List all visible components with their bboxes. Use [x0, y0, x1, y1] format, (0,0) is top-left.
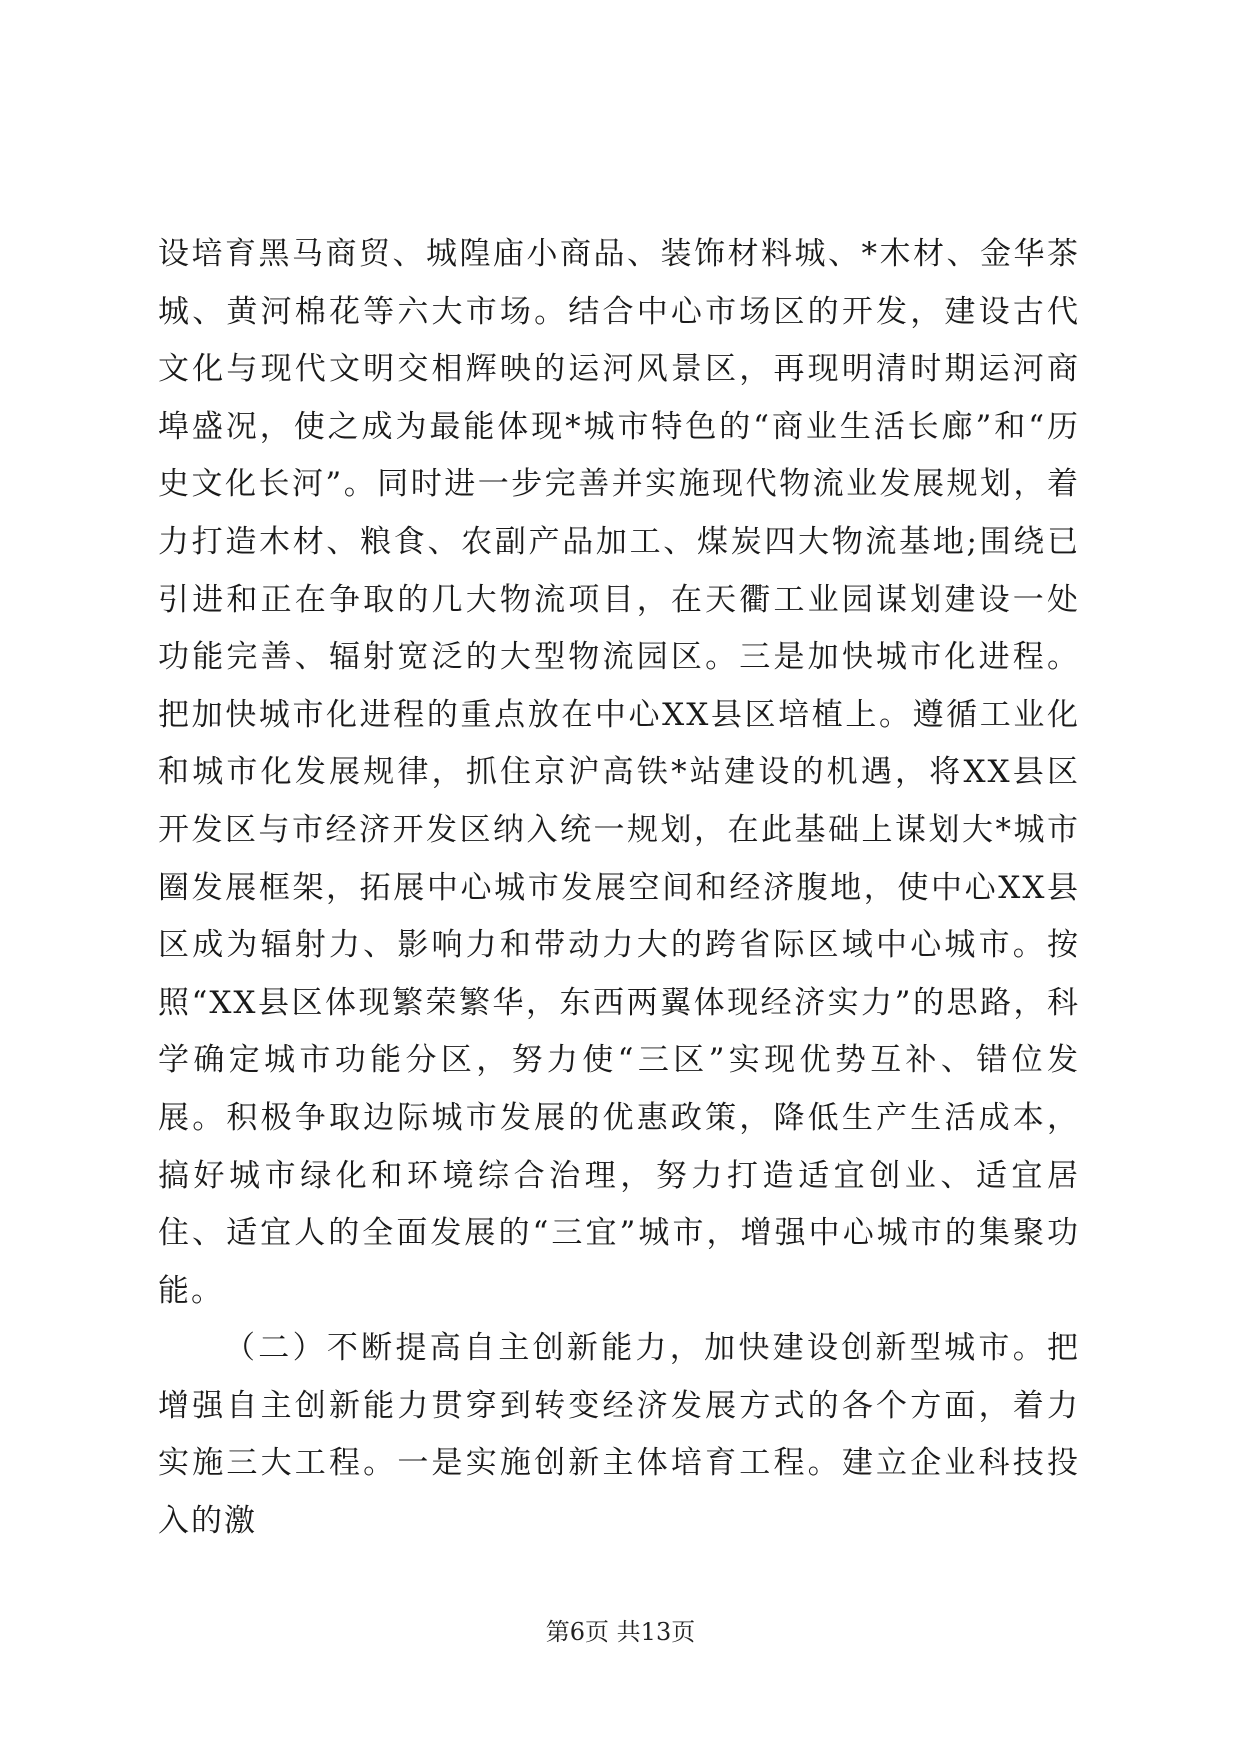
- document-body: [158, 226, 1080, 1551]
- paragraph-2: （二）不断提高自主创新能力，加快建设创新型城市。把增强自主创新能力贯穿到转变经济发展方式的各个方面，着力实施三大工程。一是实施创新主体培育工程。建立企业科技投入的激: [158, 1330, 1080, 1540]
- paragraph-1: 设培育黑马商贸、城隍庙小商品、装饰材料城、*木材、金华茶城、黄河棉花等六大市场。结合中心市场区的开发，建设古代文化与现代文明交相辉映的运河风景区，再现明清时期运河商埠盛况，使之成为最能体现*城市特色的“商业生活长廊”和“历史文化长河”。同时进一步完善并实施现代物流业发展规划，着力打造木材、粮食、农副产品加工、煤炭四大物流基地;围绕已引进和正在争取的几大物流项目，在天衢工业园谋划建设一处功能完善、辐射宽泛的大型物流园区。三是加快城市化进程。把加快城市化进程的重点放在中心XX县区培植上。遵循工业化和城市化发展规律，抓住京沪高铁*站建设的机遇，将XX县区开发区与市经济开发区纳入统一规划，在此基础上谋划大*城市圈发展框架，拓展中心城市发展空间和经济腹地，使中心XX县区成为辐射力、影响力和带动力大的跨省际区域中心城市。按照“XX县区体现繁荣繁华，东西两翼体现经济实力”的思路，科学确定城市功能分区，努力使“三区”实现优势互补、错位发展。积极争取边际城市发展的优惠政策，降低生产生活成本，搞好城市绿化和环境综合治理，努力打造适宜创业、适宜居住、适宜人的全面发展的“三宜”城市，增强中心城市的集聚功能。: [158, 236, 1080, 1309]
- page-number-footer: 第6页 共13页: [545, 1618, 696, 1646]
